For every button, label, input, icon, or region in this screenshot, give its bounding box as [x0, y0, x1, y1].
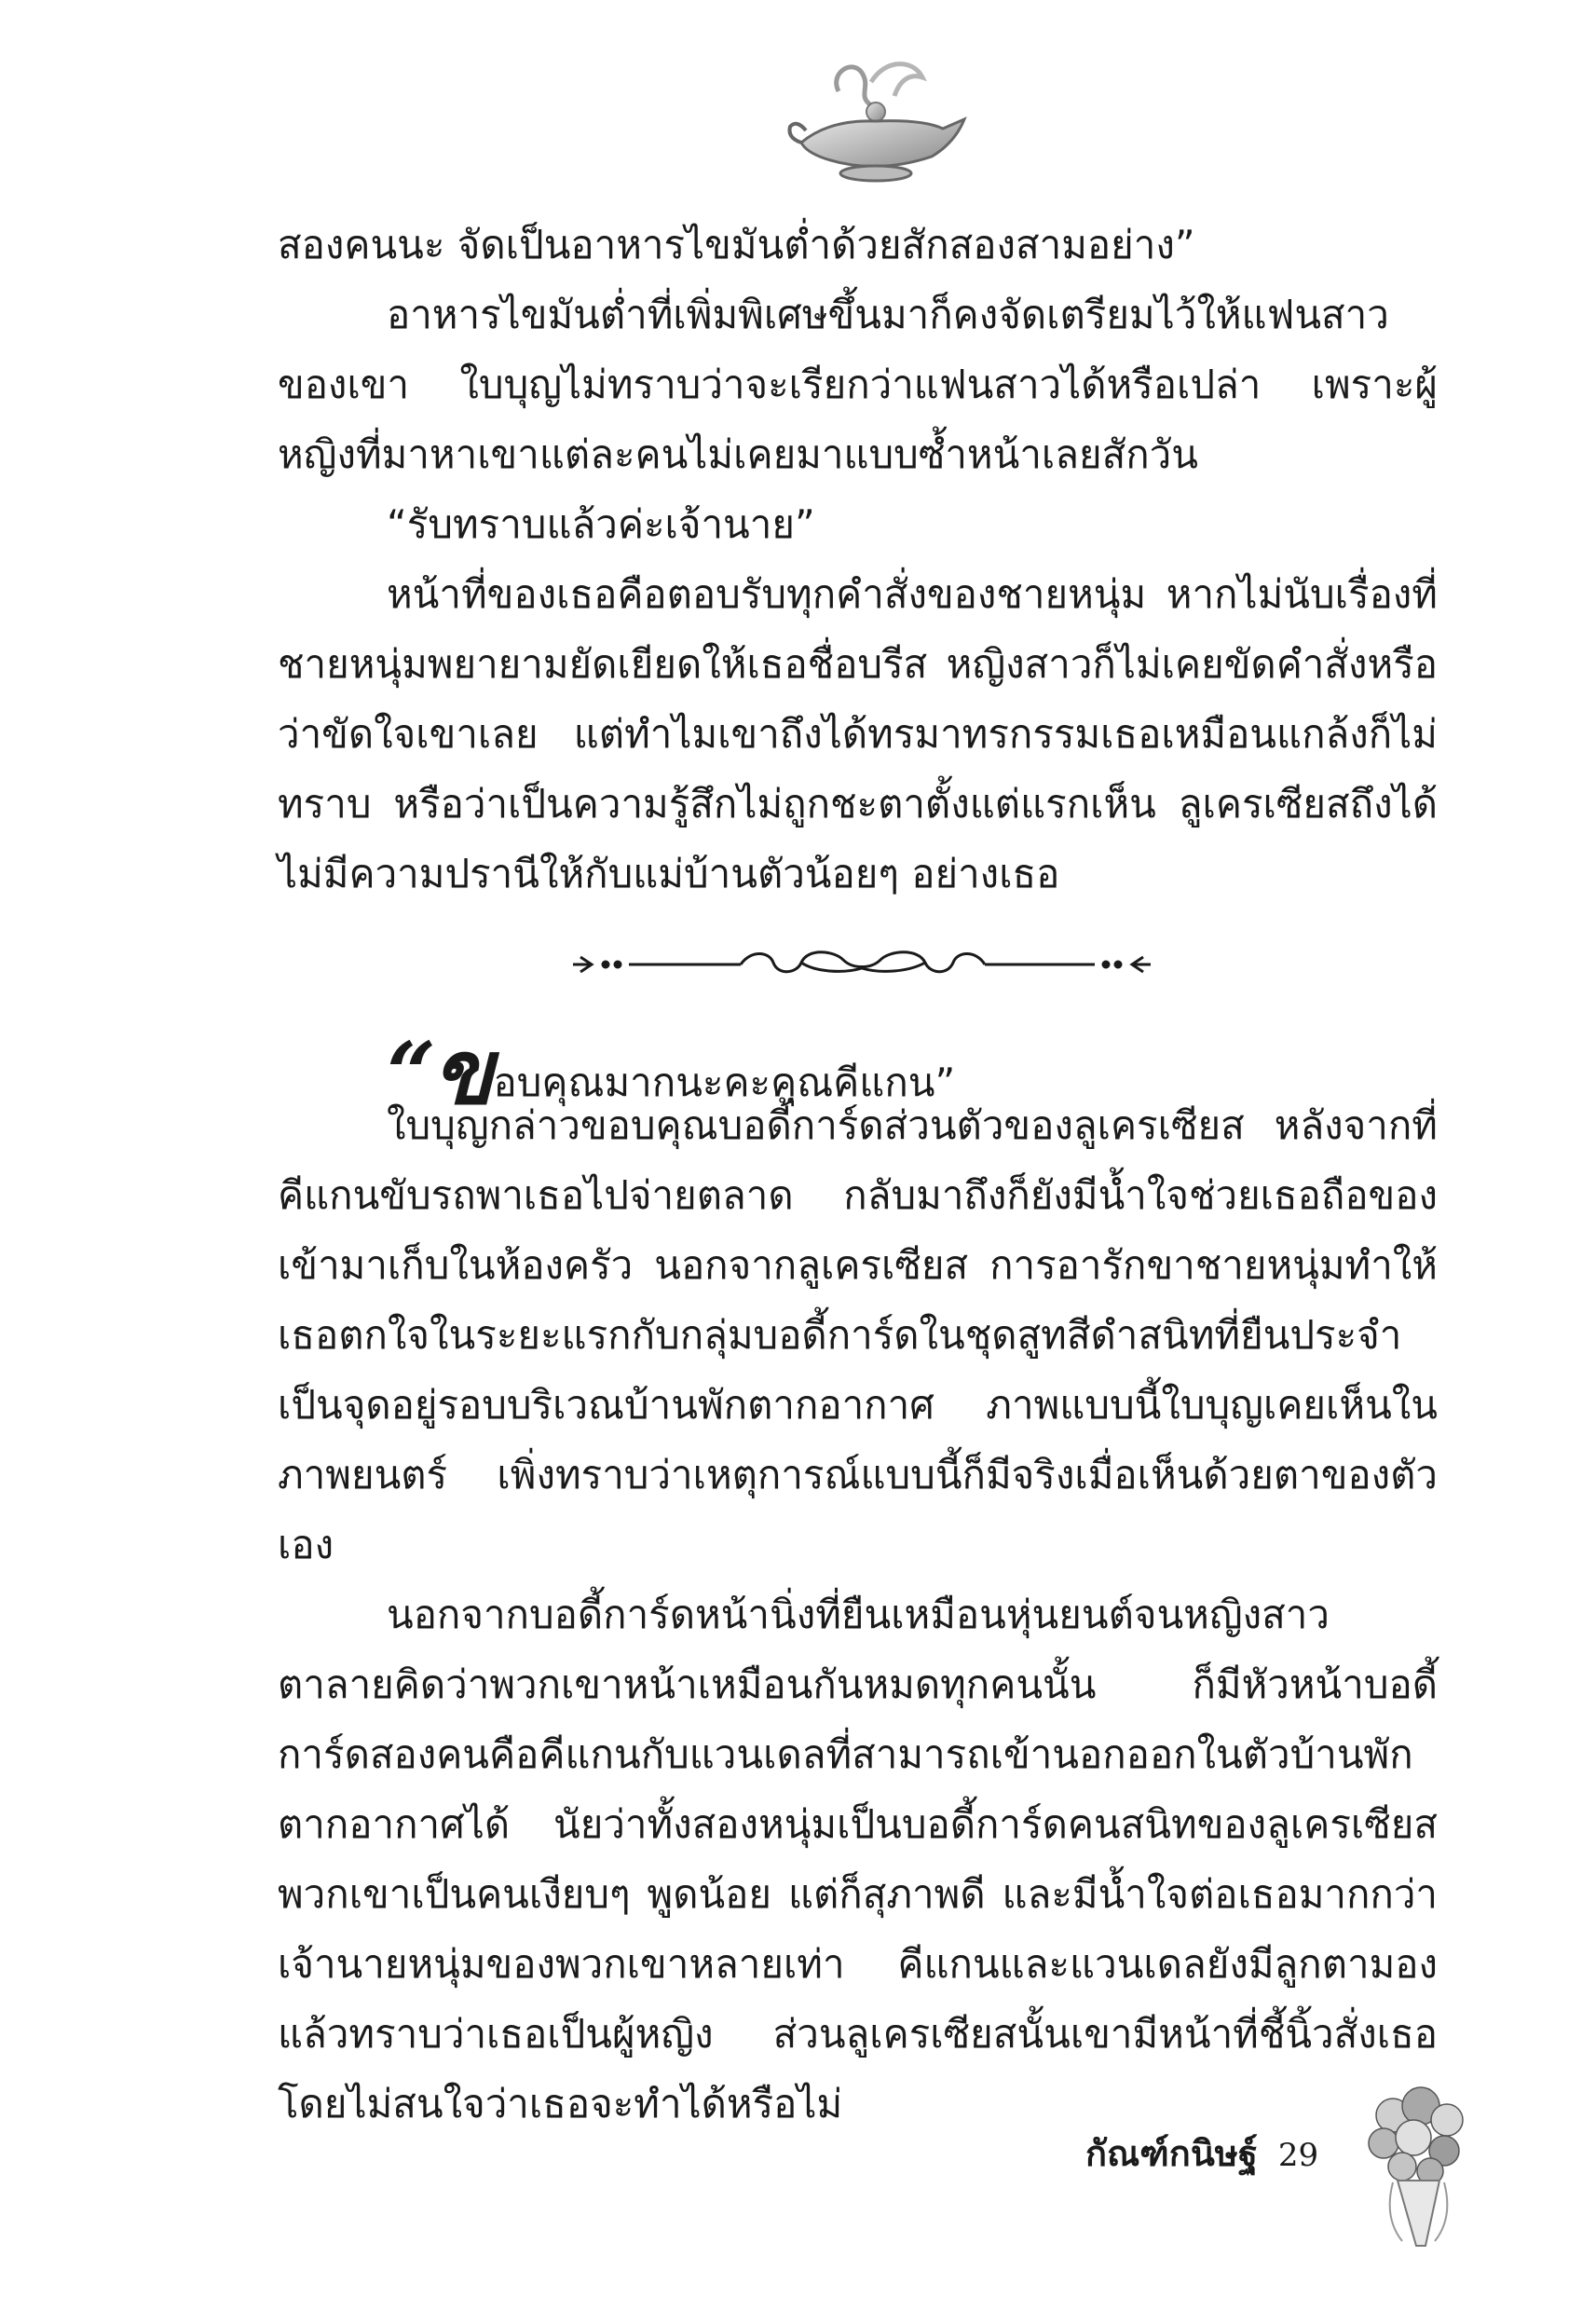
section-2-text [278, 1090, 1438, 2139]
paragraph: อาหารไขมันต่ำที่เพิ่มพิเศษขึ้นมาก็คงจัดเตรียมไว้ให้แฟนสาวของเขา ใบบุญไม่ทราบว่าจะเรียกว่าแฟนสาวได้หรือเปล่า เพราะผู้หญิงที่มาหาเขาแต่ละคนไม่เคยมาแบบซ้ำหน้าเลยสักวัน [278, 292, 1438, 477]
paragraph: นอกจากบอดี้การ์ดหน้านิ่งที่ยืนเหมือนหุ่นยนต์จนหญิงสาวตาลายคิดว่าพวกเขาหน้าเหมือนกันหมดทุกคนนั้น ก็มีหัวหน้าบอดี้การ์ดสองคนคือคีแกนกับแวนเดลที่สามารถเข้านอกออกในตัวบ้านพักตากอากาศได้ นัยว่าทั้งสองหนุ่มเป็นบอดี้การ์ดคนสนิทของลูเครเซียส พวกเขาเป็นคนเงียบๆ พูดน้อย แต่ก็สุภาพดี และมีน้ำใจต่อเธอมากกว่าเจ้านายหนุ่มของพวกเขาหลายเท่า คีแกนและแวนเดลยังมีลูกตามองแล้วทราบว่าเธอเป็นผู้หญิง ส่วนลูเครเซียสนั้นเขามีหน้าที่ชี้นิ้วสั่งเธอ โดยไม่สนใจว่าเธอจะทำได้หรือไม่ [278, 1592, 1438, 2126]
dropcap-letter: ข [431, 1019, 494, 1125]
dropcap-heading [387, 1002, 956, 1125]
paragraph: หน้าที่ของเธอคือตอบรับทุกคำสั่งของชายหนุ่ม หากไม่นับเรื่องที่ชายหนุ่มพยายามยัดเยียดให้เธอชื่อบรีส หญิงสาวก็ไม่เคยขัดคำสั่งหรือว่าขัดใจเขาเลย แต่ทำไมเขาถึงได้ทรมาทรกรรมเธอเหมือนแกล้งก็ไม่ทราบ หรือว่าเป็นความรู้สึกไม่ถูกชะตาตั้งแต่แรกเห็น ลูเครเซียสถึงได้ไม่มีความปรานีให้กับแม่บ้านตัวน้อยๆ อย่างเธอ [278, 571, 1438, 896]
magic-lamp-icon [783, 54, 969, 194]
dropcap-quote-mark: “ [387, 1023, 432, 1124]
paragraph: สองคนนะ จัดเป็นอาหารไขมันต่ำด้วยสักสองสามอย่าง” [278, 222, 1195, 267]
section-1-text [278, 210, 1438, 909]
page-footer [1085, 2125, 1318, 2181]
flower-bouquet-icon [1356, 2078, 1477, 2255]
book-title: กัณฑ์กนิษฐ์ [1085, 2133, 1258, 2174]
dropcap-rest-text: อบคุณมากนะคะคุณคีแกน” [493, 1060, 956, 1105]
paragraph: ใบบุญกล่าวขอบคุณบอดี้การ์ดส่วนตัวของลูเครเซียส หลังจากที่คีแกนขับรถพาเธอไปจ่ายตลาด กลับมาถึงก็ยังมีน้ำใจช่วยเธอถือของเข้ามาเก็บในห้องครัว นอกจากลูเครเซียส การอารักขาชายหนุ่มทำให้เธอตกใจในระยะแรกกับกลุ่มบอดี้การ์ดในชุดสูทสีดำสนิทที่ยืนประจำเป็นจุดอยู่รอบบริเวณบ้านพักตากอากาศ ภาพแบบนี้ใบบุญเคยเห็นในภาพยนตร์ เพิ่งทราบว่าเหตุการณ์แบบนี้ก็มีจริงเมื่อเห็นด้วยตาของตัวเอง [278, 1102, 1438, 1567]
ornamental-divider-icon [564, 937, 1160, 992]
page-number: 29 [1277, 2137, 1319, 2174]
paragraph: “รับทราบแล้วค่ะเจ้านาย” [387, 501, 815, 547]
